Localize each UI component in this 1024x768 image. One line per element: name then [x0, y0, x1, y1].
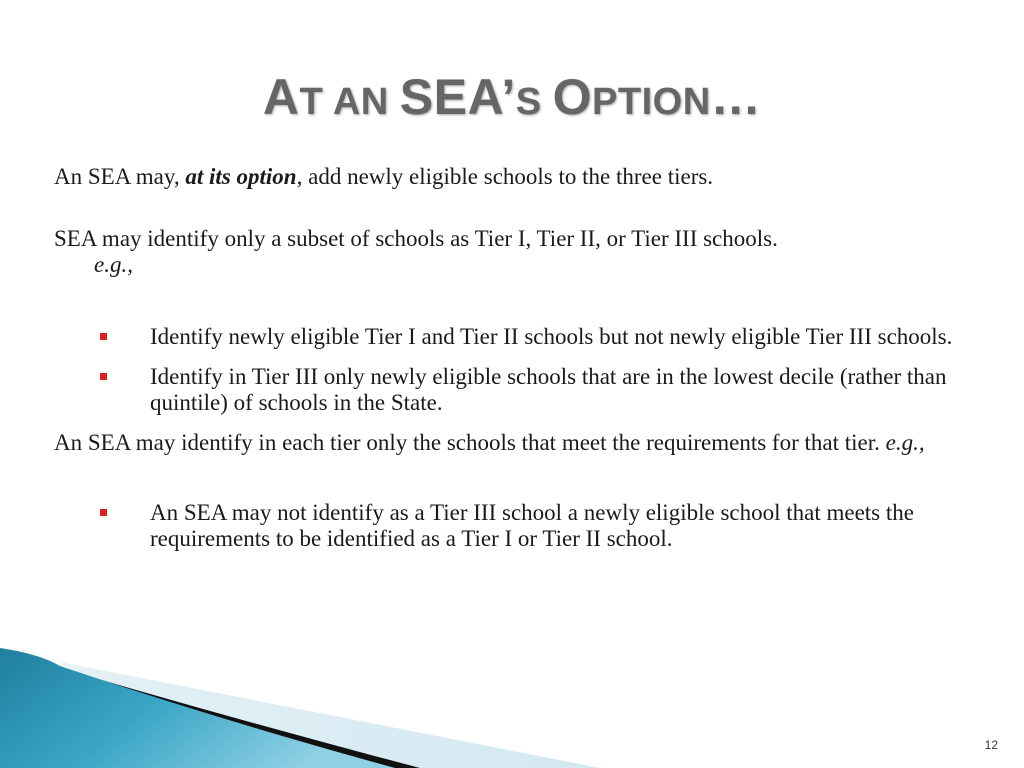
bullet-item	[54, 500, 994, 552]
title-fragment: A	[262, 69, 300, 125]
square-bullet-icon	[100, 373, 107, 380]
wave-decoration	[0, 640, 1024, 768]
bullet-text: Identify in Tier III only newly eligible schools that are in the lowest decile (rather than quintile) of schools in the State.	[150, 364, 947, 415]
slide-title	[0, 62, 1024, 137]
title-fragment: PTION	[592, 81, 711, 123]
bullet-text: An SEA may not identify as a Tier III school a newly eligible school that meets the requirements to be identified as a Tier I or Tier II school.	[150, 500, 914, 551]
paragraph-subset	[54, 226, 994, 278]
emphasis-text: at its option	[185, 164, 297, 189]
paragraph-text: An SEA may identify in each tier only the schools that meet the requirements for that tier.	[54, 430, 886, 455]
title-fragment: T AN	[299, 81, 400, 123]
eg-text: e.g.,	[94, 252, 133, 277]
bullet-item	[54, 364, 994, 416]
paragraph-text: SEA may identify only a subset of schools as Tier I, Tier II, or Tier III schools.	[54, 226, 778, 251]
slide-body	[54, 164, 994, 566]
bullet-item	[54, 324, 994, 350]
square-bullet-icon	[100, 333, 107, 340]
title-fragment: …	[710, 69, 762, 125]
paragraph-text: , add newly eligible schools to the three tiers.	[296, 164, 714, 189]
page-number: 12	[984, 738, 998, 752]
paragraph-text: An SEA may,	[54, 164, 186, 189]
bullet-text: Identify newly eligible Tier I and Tier II schools but not newly eligible Tier III schools.	[150, 324, 953, 349]
eg-text: e.g.,	[885, 430, 925, 455]
title-fragment: S	[515, 81, 553, 123]
title-fragment: SEA’	[399, 69, 516, 125]
paragraph-option	[54, 164, 994, 190]
square-bullet-icon	[100, 509, 107, 516]
paragraph-requirements	[54, 430, 994, 456]
title-fragment: O	[552, 69, 593, 125]
